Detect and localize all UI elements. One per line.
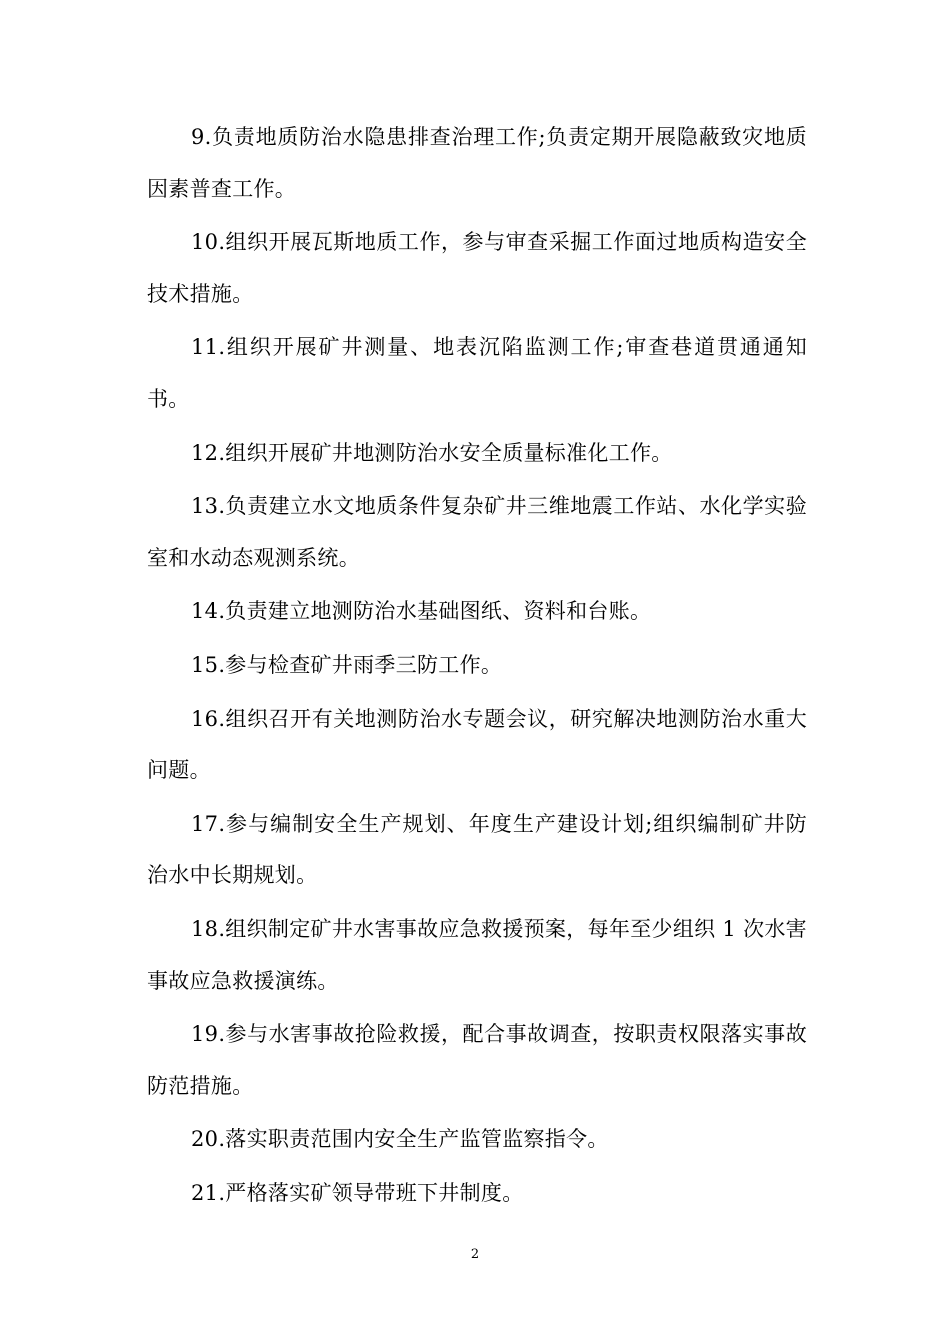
paragraph-item-10: 10.组织开展瓦斯地质工作，参与审查采掘工作面过地质构造安全技术措施。: [147, 230, 807, 306]
paragraph-item-15: 15.参与检查矿井雨季三防工作。: [191, 652, 503, 677]
paragraph-item-16: 16.组织召开有关地测防治水专题会议，研究解决地测防治水重大问题。: [147, 706, 807, 783]
page-number: 2: [470, 1247, 480, 1262]
paragraph-item-21: 21.严格落实矿领导带班下井制度。: [191, 1180, 524, 1205]
paragraph-item-9: 9.负责地质防治水隐患排查治理工作;负责定期开展隐蔽致灾地质因素普查工作。: [147, 125, 807, 201]
paragraph-item-18: 18.组织制定矿井水害事故应急救援预案，每年至少组织 1 次水害事故应急救援演练。: [147, 916, 807, 993]
paragraph-item-12: 12.组织开展矿井地测防治水安全质量标准化工作。: [191, 440, 673, 465]
paragraph-item-20: 20.落实职责范围内安全生产监管监察指令。: [191, 1127, 609, 1152]
paragraph-item-14: 14.负责建立地测防治水基础图纸、资料和台账。: [191, 599, 652, 624]
document-body: [147, 112, 807, 1221]
paragraph-item-11: 11.组织开展矿井测量、地表沉陷监测工作;审查巷道贯通通知书。: [147, 335, 807, 411]
paragraph-item-13: 13.负责建立水文地质条件复杂矿井三维地震工作站、水化学实验室和水动态观测系统。: [147, 494, 807, 570]
paragraph-item-19: 19.参与水害事故抢险救援，配合事故调查，按职责权限落实事故防范措施。: [147, 1022, 807, 1098]
paragraph-item-17: 17.参与编制安全生产规划、年度生产建设计划;组织编制矿井防治水中长期规划。: [147, 811, 807, 888]
